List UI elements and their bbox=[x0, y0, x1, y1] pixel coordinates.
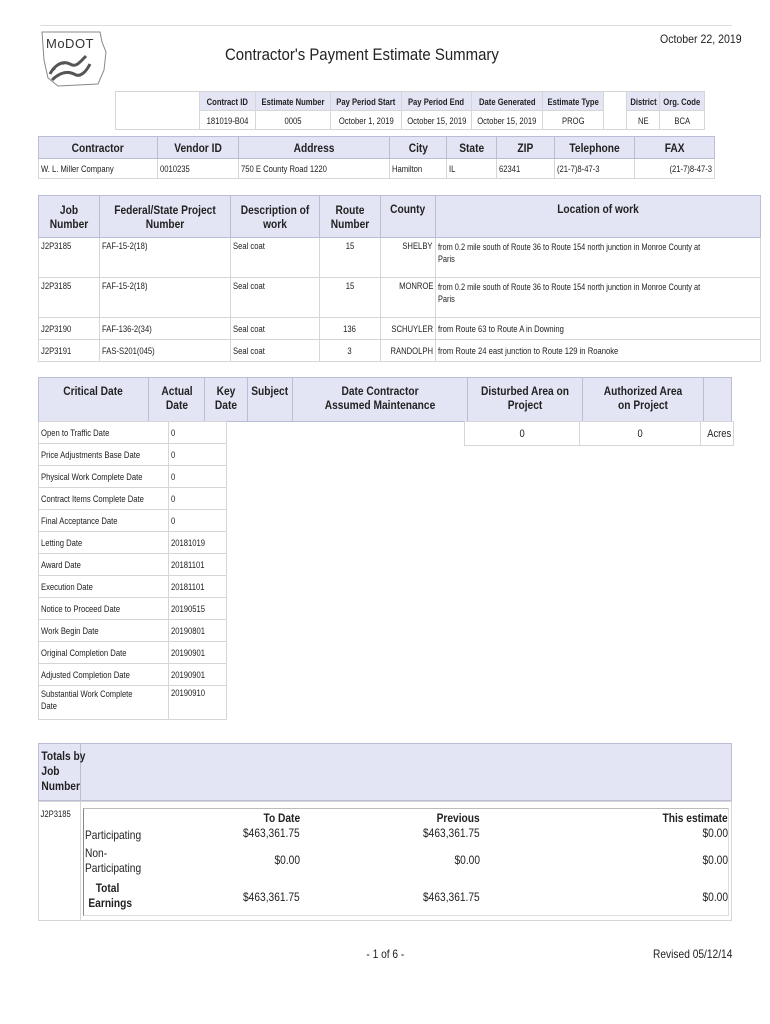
district-header: District bbox=[629, 97, 657, 107]
table-row bbox=[39, 488, 227, 510]
critical-date-label: Work Begin Date bbox=[41, 625, 99, 636]
critical-dates-table bbox=[38, 421, 227, 720]
description-header: Description of work bbox=[240, 202, 310, 231]
critical-date-label: Execution Date bbox=[41, 581, 93, 592]
total-earnings-this-estimate: $0.00 bbox=[702, 890, 728, 904]
totals-header-cell bbox=[38, 743, 86, 801]
actual-date-value: 20181101 bbox=[171, 581, 205, 592]
critical-date-label: Original Completion Date bbox=[41, 647, 127, 658]
actual-date-value: 0 bbox=[171, 449, 176, 460]
critical-date-label: Adjusted Completion Date bbox=[41, 669, 130, 680]
page-title: Contractor's Payment Estimate Summary bbox=[225, 45, 499, 64]
table-row bbox=[39, 340, 761, 362]
assumed-maintenance-header: Date Contractor Assumed Maintenance bbox=[324, 384, 436, 412]
critical-date-label: Price Adjustments Base Date bbox=[41, 449, 141, 460]
actual-date-value: 20190901 bbox=[171, 647, 206, 658]
project-number: FAF-15-2(18) bbox=[102, 241, 148, 251]
participating-this-estimate: $0.00 bbox=[702, 826, 728, 840]
authorized-area-header: Authorized Area on Project bbox=[603, 384, 683, 412]
actual-date-value: 20190515 bbox=[171, 603, 206, 614]
non-participating-this-estimate: $0.00 bbox=[702, 853, 728, 867]
critical-date-label: Award Date bbox=[41, 559, 81, 570]
contract-id-header: Contract ID bbox=[206, 97, 249, 107]
route-number: 15 bbox=[345, 241, 355, 251]
contract-id-value: 181019-B04 bbox=[206, 116, 249, 126]
job-number: J2P3185 bbox=[41, 241, 72, 251]
address-header: Address bbox=[293, 140, 335, 155]
job-number: J2P3185 bbox=[41, 281, 72, 291]
district-value: NE bbox=[637, 116, 649, 126]
to-date-header: To Date bbox=[263, 811, 300, 825]
estimate-number-header: Estimate Number bbox=[261, 97, 325, 107]
total-earnings-previous: $463,361.75 bbox=[423, 890, 480, 904]
actual-date-value: 0 bbox=[171, 493, 176, 504]
address-value: 750 E County Road 1220 bbox=[240, 163, 327, 174]
jobs-table bbox=[38, 195, 761, 362]
participating-to-date: $463,361.75 bbox=[243, 826, 300, 840]
job-number: J2P3191 bbox=[41, 345, 72, 356]
contractor-header: Contractor bbox=[71, 140, 124, 155]
table-row bbox=[39, 510, 227, 532]
table-row bbox=[39, 620, 227, 642]
estimate-type-value: PROG bbox=[561, 116, 585, 126]
description: Seal coat bbox=[233, 281, 265, 291]
this-estimate-header: This estimate bbox=[662, 811, 728, 825]
project-number: FAS-S201(045) bbox=[102, 345, 155, 356]
critical-dates-header bbox=[38, 377, 732, 422]
actual-date-value: 20181101 bbox=[171, 559, 205, 570]
job-number-header: Job Number bbox=[49, 202, 89, 231]
table-row bbox=[39, 554, 227, 576]
area-unit: Acres bbox=[707, 427, 731, 440]
location: from 0.2 mile south of Route 36 to Route 154 north junction in Monroe County at Paris bbox=[438, 242, 701, 264]
estimate-number-value: 0005 bbox=[284, 116, 302, 126]
table-row bbox=[39, 532, 227, 554]
estimate-type-header: Estimate Type bbox=[547, 97, 599, 107]
project-number: FAF-136-2(34) bbox=[102, 323, 152, 334]
non-participating-previous: $0.00 bbox=[454, 853, 480, 867]
table-row bbox=[39, 642, 227, 664]
pay-period-end-value: October 15, 2019 bbox=[406, 116, 466, 126]
pay-period-start-header: Pay Period Start bbox=[336, 97, 396, 107]
report-date: October 22, 2019 bbox=[660, 32, 742, 46]
fax-header: FAX bbox=[664, 140, 685, 155]
description: Seal coat bbox=[233, 241, 265, 251]
actual-date-header: Actual Date bbox=[160, 384, 193, 412]
county: SCHUYLER bbox=[391, 323, 434, 334]
critical-date-header: Critical Date bbox=[63, 384, 124, 398]
table-row bbox=[39, 664, 227, 686]
description: Seal coat bbox=[233, 323, 265, 334]
non-participating-to-date: $0.00 bbox=[274, 853, 300, 867]
table-row bbox=[39, 444, 227, 466]
contractor-value: W. L. Miller Company bbox=[41, 163, 114, 174]
key-date-header: Key Date bbox=[214, 384, 238, 412]
county: RANDOLPH bbox=[390, 345, 434, 356]
pay-period-start-value: October 1, 2019 bbox=[338, 116, 394, 126]
county: SHELBY bbox=[402, 241, 434, 251]
route-number: 3 bbox=[347, 345, 353, 356]
zip-header: ZIP bbox=[517, 140, 534, 155]
disturbed-area-header: Disturbed Area on Project bbox=[480, 384, 570, 412]
page-number: - 1 of 6 - bbox=[366, 947, 404, 961]
table-row bbox=[39, 686, 227, 720]
date-generated-header: Date Generated bbox=[478, 97, 536, 107]
actual-date-value: 20190901 bbox=[171, 669, 206, 680]
pay-period-end-header: Pay Period End bbox=[408, 97, 465, 107]
table-row bbox=[39, 278, 761, 318]
modot-logo bbox=[40, 30, 110, 90]
table-row bbox=[39, 422, 227, 444]
county-header: County bbox=[390, 202, 426, 216]
actual-date-value: 20190801 bbox=[171, 625, 206, 636]
critical-date-label: Open to Traffic Date bbox=[41, 427, 110, 438]
location: from Route 24 east junction to Route 129 in Roanoke bbox=[438, 345, 619, 356]
totals-header: Totals by Job Number bbox=[41, 749, 86, 793]
critical-date-label: Notice to Proceed Date bbox=[41, 603, 121, 614]
description: Seal coat bbox=[233, 345, 265, 356]
contractor-info-table bbox=[38, 136, 715, 179]
critical-date-label: Substantial Work Complete Date bbox=[41, 689, 133, 711]
actual-date-value: 20190910 bbox=[171, 688, 206, 698]
critical-date-label: Physical Work Complete Date bbox=[41, 471, 143, 482]
actual-date-value: 0 bbox=[171, 427, 176, 438]
table-row bbox=[39, 598, 227, 620]
route-number: 15 bbox=[345, 281, 355, 291]
org-code-header: Org. Code bbox=[663, 97, 701, 107]
location: from Route 63 to Route A in Downing bbox=[438, 323, 564, 334]
vendor-id-header: Vendor ID bbox=[173, 140, 222, 155]
project-number: FAF-15-2(18) bbox=[102, 281, 148, 291]
state-value: IL bbox=[448, 163, 456, 174]
telephone-value: (21-7)8-47-3 bbox=[556, 163, 600, 174]
previous-header: Previous bbox=[436, 811, 480, 825]
total-earnings-to-date: $463,361.75 bbox=[243, 890, 300, 904]
top-rule bbox=[40, 25, 732, 26]
table-row bbox=[39, 238, 761, 278]
fax-value: (21-7)8-47-3 bbox=[669, 163, 712, 174]
state-header: State bbox=[459, 140, 485, 155]
actual-date-value: 20181019 bbox=[171, 537, 206, 548]
actual-date-value: 0 bbox=[171, 471, 176, 482]
contract-info-table bbox=[115, 91, 705, 130]
participating-previous: $463,361.75 bbox=[423, 826, 480, 840]
project-number-header: Federal/State Project Number bbox=[114, 202, 216, 231]
total-earnings-label: Total Earnings bbox=[88, 881, 133, 910]
totals-header-bar bbox=[38, 743, 732, 801]
subject-header: Subject bbox=[251, 384, 289, 398]
vendor-id-value: 0010235 bbox=[159, 163, 190, 174]
job-number: J2P3190 bbox=[41, 323, 72, 334]
location-header: Location of work bbox=[557, 202, 639, 216]
county: MONROE bbox=[398, 281, 434, 291]
critical-date-label: Final Acceptance Date bbox=[41, 515, 118, 526]
table-row bbox=[39, 576, 227, 598]
city-value: Hamilton bbox=[391, 163, 422, 174]
location: from 0.2 mile south of Route 36 to Route 154 north junction in Monroe County at Paris bbox=[438, 282, 701, 304]
totals-job-number: J2P3185 bbox=[40, 809, 71, 819]
critical-date-label: Letting Date bbox=[41, 537, 83, 548]
participating-label: Participating bbox=[85, 828, 142, 842]
authorized-area-value: 0 bbox=[637, 427, 643, 440]
totals-job-cell bbox=[38, 801, 81, 921]
disturbed-area-value: 0 bbox=[519, 427, 525, 440]
table-row bbox=[39, 466, 227, 488]
non-participating-label: Non-Participating bbox=[85, 846, 142, 875]
table-row bbox=[39, 318, 761, 340]
route-number-header: Route Number bbox=[330, 202, 370, 231]
date-generated-value: October 15, 2019 bbox=[477, 116, 537, 126]
org-code-value: BCA bbox=[673, 116, 690, 126]
zip-value: 62341 bbox=[499, 163, 521, 174]
telephone-header: Telephone bbox=[569, 140, 620, 155]
logo-text: MoDOT bbox=[46, 36, 94, 51]
route-number: 136 bbox=[343, 323, 357, 334]
revised-date: Revised 05/12/14 bbox=[652, 947, 732, 961]
actual-date-value: 0 bbox=[171, 515, 176, 526]
city-header: City bbox=[408, 140, 428, 155]
critical-date-label: Contract Items Complete Date bbox=[41, 493, 144, 504]
area-values bbox=[464, 421, 734, 446]
